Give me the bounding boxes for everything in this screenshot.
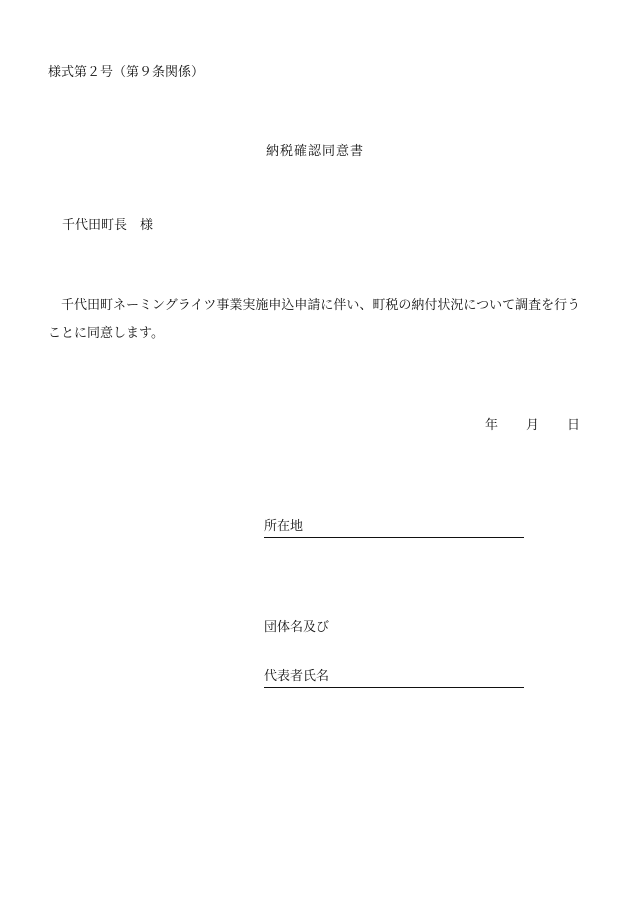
date-month-label: 月 bbox=[525, 418, 539, 433]
date-day-label: 日 bbox=[566, 418, 580, 433]
addressee: 千代田町長 様 bbox=[62, 218, 154, 233]
organization-label: 団体名及び bbox=[264, 620, 330, 635]
consent-statement: 千代田町ネーミングライツ事業実施申込申請に伴い、町税の納付状況について調査を行うことに同意します。 bbox=[48, 298, 581, 341]
representative-name-label: 代表者氏名 bbox=[264, 669, 330, 684]
form-number: 様式第２号（第９条関係） bbox=[48, 65, 205, 80]
document-title: 納税確認同意書 bbox=[265, 144, 364, 159]
representative-name-field[interactable] bbox=[264, 668, 524, 688]
address-label: 所在地 bbox=[264, 519, 304, 534]
date-year-label: 年 bbox=[484, 418, 498, 433]
address-field[interactable] bbox=[264, 518, 524, 538]
date-line bbox=[485, 417, 580, 435]
